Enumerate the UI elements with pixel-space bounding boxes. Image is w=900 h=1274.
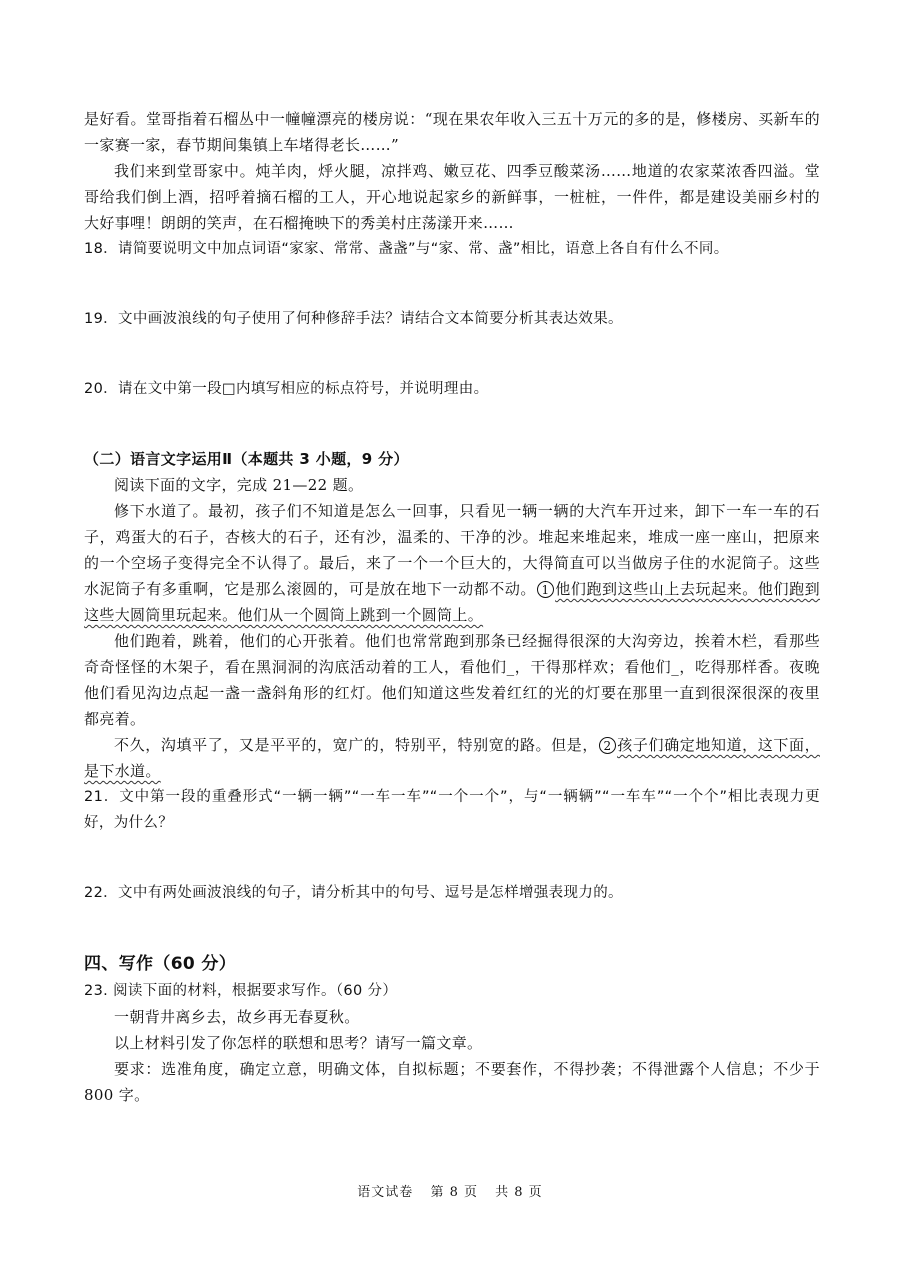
passage-paragraph (84, 732, 820, 784)
passage-text: 不久，沟填平了，又是平平的，宽广的，特别平，特别宽的路。但是， (114, 736, 599, 754)
passage-paragraph (84, 498, 820, 628)
question-23: 23. 阅读下面的材料，根据要求写作。（60 分） (84, 983, 398, 999)
question-21: 21．文中第一段的重叠形式“一辆一辆”“一车一车”“一个一个”，与“一辆辆”“一车车”“一个个”相比表现力更好，为什么？ (84, 789, 820, 831)
circled-number: 1 (537, 581, 554, 598)
writing-prompt: 以上材料引发了你怎样的联想和思考？请写一篇文章。 (114, 1034, 483, 1052)
section-heading: 四、写作（60 分） (84, 954, 237, 974)
question-22: 22．文中有两处画波浪线的句子，请分析其中的句号、逗号是怎样增强表现力的。 (84, 885, 623, 901)
question-19: 19．文中画波浪线的句子使用了何种修辞手法？请结合文本简要分析其表达效果。 (84, 311, 623, 327)
passage-paragraph: 我们来到堂哥家中。炖羊肉，烀火腿，凉拌鸡、嫩豆花、四季豆酸菜汤……地道的农家菜浓香四溢。堂哥给我们倒上酒，招呼着摘石榴的工人，开心地说起家乡的新鲜事，一桩桩，一件件，都是建设美丽乡村的大好事哩！朗朗的笑声，在石榴掩映下的秀美村庄荡漾开来…… (84, 162, 820, 232)
writing-requirement: 要求：选准角度，确定立意，明确文体，自拟标题；不要套作，不得抄袭；不得泄露个人信息；不少于 800 字。 (84, 1060, 820, 1104)
question-20: 20．请在文中第一段□内填写相应的标点符号，并说明理由。 (84, 381, 489, 397)
wavy-underlined-sentence: 他们跑到这些山上去玩起来。他们跑到这些大圆筒里玩起来。他们从一个圆筒上跳到一个圆筒上。 (84, 580, 821, 624)
passage-paragraph: 是好看。堂哥指着石榴丛中一幢幢漂亮的楼房说：“现在果农年收入三五十万元的多的是，修楼房、买新车的一家赛一家，春节期间集镇上车堵得老长……” (84, 110, 820, 154)
wavy-underlined-sentence: 孩子们确定地知道，这下面，是下水道。 (84, 736, 820, 780)
circled-number: 2 (599, 737, 616, 754)
section-heading: （二）语言文字运用Ⅱ（本题共 3 小题，9 分） (84, 450, 409, 468)
writing-material: 一朝背井离乡去，故乡再无春夏秋。 (114, 1008, 360, 1026)
footer-total-pages: 共 8 页 (495, 1185, 543, 1200)
footer-page-number: 第 8 页 (430, 1185, 478, 1200)
passage-text: 修下水道了。最初，孩子们不知道是怎么一回事，只看见一辆一辆的大汽车开过来，卸下一车一车的石子，鸡蛋大的石子，杏核大的石子，还有沙，温柔的、干净的沙。堆起来堆起来，堆成一座一座山，把原来的一个空场子变得完全不认得了。最后，来了一个一个巨大的，大得简直可以当做房子住的水泥筒子。这些水泥筒子有多重啊，它是那么滚圆的，可是放在地下一动都不动。 (84, 502, 820, 598)
question-18: 18．请简要说明文中加点词语“家家、常常、盏盏”与“家、常、盏”相比，语意上各自有什么不同。 (84, 241, 729, 257)
footer-subject: 语文试卷 (357, 1185, 414, 1200)
passage-paragraph: 他们跑着，跳着，他们的心开张着。他们也常常跑到那条已经掘得很深的大沟旁边，挨着木栏，看那些奇奇怪怪的木架子，看在黑洞洞的沟底活动着的工人，看他们_，干得那样欢；看他们_，吃得那样香。夜晚他们看见沟边点起一盏一盏斜角形的红灯。他们知道这些发着红红的光的灯要在那里一直到很深很深的夜里都亮着。 (84, 632, 820, 728)
page-footer (0, 1181, 900, 1200)
instruction: 阅读下面的文字，完成 21—22 题。 (114, 476, 364, 494)
exam-page (84, 106, 820, 1108)
